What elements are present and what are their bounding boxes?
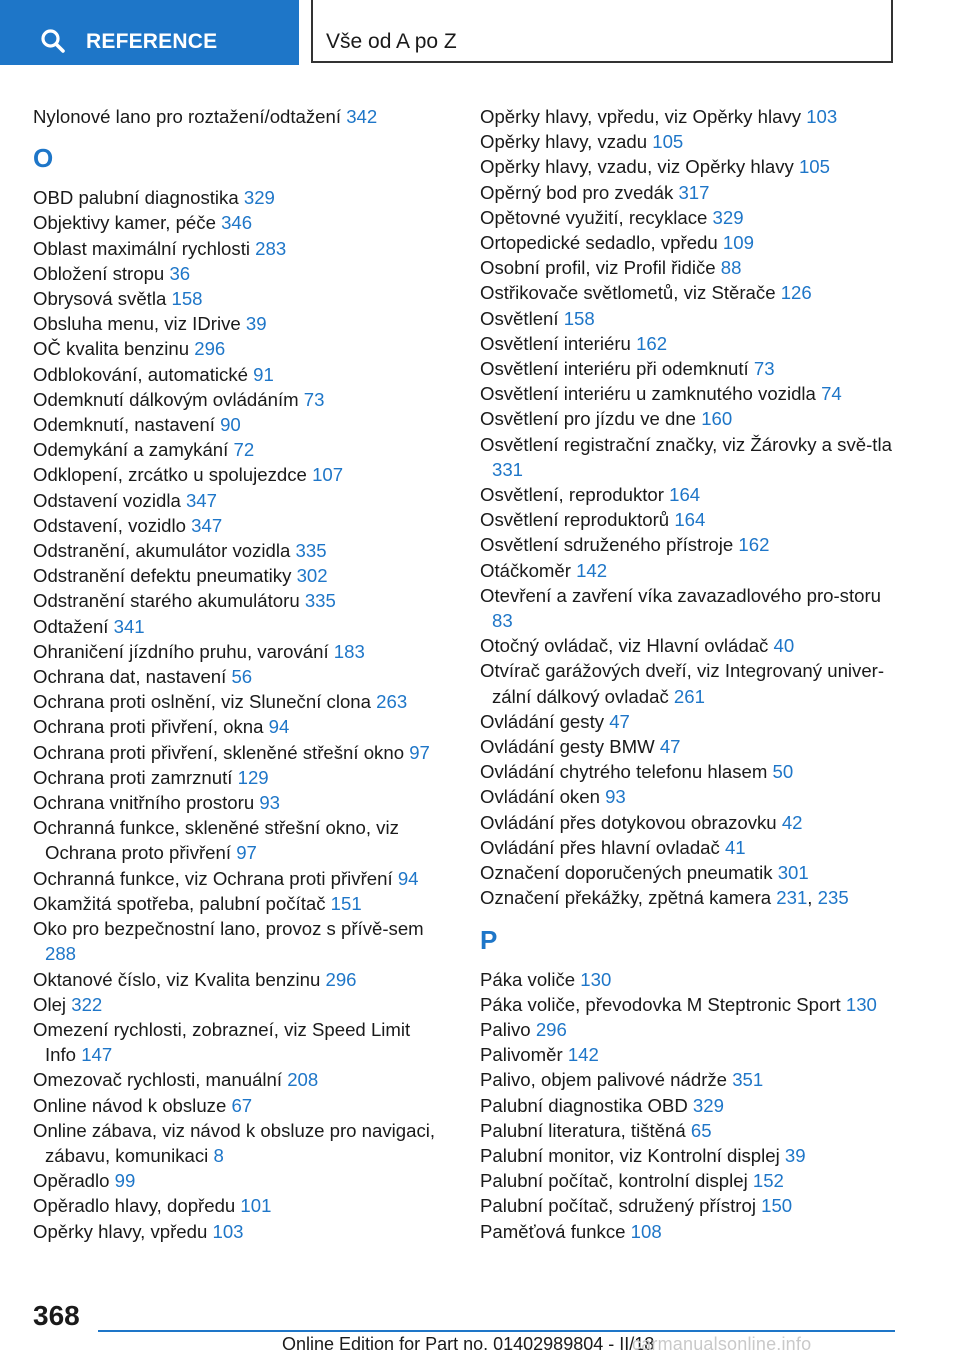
page-link[interactable]: 93 [605, 786, 626, 808]
index-entry [480, 406, 900, 431]
index-entry [480, 1042, 900, 1067]
index-entry [33, 210, 443, 235]
index-entry [33, 1193, 443, 1218]
page-link[interactable]: 162 [636, 332, 668, 354]
index-entry-text: Obsluha menu, viz IDrive [33, 313, 246, 335]
index-entry-text: Palubní monitor, viz Kontrolní displej [480, 1144, 785, 1166]
index-entry-text: Osvětlení, reproduktor [480, 484, 670, 506]
page-link[interactable]: 329 [243, 187, 275, 209]
reference-tab-label: REFERENCE [86, 30, 218, 53]
page-link[interactable]: 183 [333, 640, 365, 662]
index-entry [33, 1118, 443, 1168]
index-entry [33, 1168, 443, 1193]
index-entry [33, 639, 443, 664]
index-entry [480, 709, 900, 734]
index-entry-text: OČ kvalita benzinu [33, 338, 195, 360]
index-entry-text: Opěrky hlavy, vzadu, viz Opěrky hlavy [480, 156, 799, 178]
index-entry [33, 588, 443, 613]
index-entry [33, 664, 443, 689]
page-link[interactable]: 72 [233, 439, 255, 461]
index-entry-text: Ochrana proti zamrznutí [33, 766, 238, 788]
index-entry [33, 563, 443, 588]
index-entry-text: Objektivy kamer, péče [33, 212, 222, 234]
section-title: Vše od A po Z [326, 30, 457, 53]
index-entry [33, 916, 443, 966]
index-entry-text: Odstranění, akumulátor vozidla [33, 540, 296, 562]
page-link[interactable]: 97 [409, 741, 430, 763]
page-link[interactable]: 130 [845, 993, 877, 1015]
index-entry-text: Osobní profil, viz Profil řidiče [480, 257, 721, 279]
index-entry-text: Obrysová světla [33, 288, 172, 310]
index-entry [480, 104, 900, 129]
index-entry [33, 185, 443, 210]
search-icon [40, 28, 66, 54]
page-link[interactable]: 335 [304, 590, 336, 612]
index-entry [480, 583, 900, 633]
index-entry-text: Oko pro bezpečnostní lano, provoz s přívě‐sem [33, 918, 424, 940]
index-entry-text: Opěrky hlavy, vpředu [33, 1220, 213, 1242]
index-entry [480, 1067, 900, 1092]
index-entry [480, 992, 900, 1017]
index-entry [480, 1093, 900, 1118]
index-entry-text: Označení překážky, zpětná kamera [480, 887, 777, 909]
index-entry [480, 967, 900, 992]
page-link[interactable]: 130 [580, 968, 612, 990]
index-entry-text: Opěradlo hlavy, dopředu [33, 1195, 241, 1217]
index-entry [33, 1219, 443, 1244]
index-entry [33, 1017, 443, 1067]
index-entry-text: Osvětlení sdruženého přístroje [480, 534, 739, 556]
page-link[interactable]: 283 [255, 237, 287, 259]
index-entry-text: Osvětlení interiéru při odemknutí [480, 358, 754, 380]
index-entry-text: Oktanové číslo, viz Kvalita benzinu [33, 968, 326, 990]
index-column-right [480, 104, 900, 1244]
page-link[interactable]: 342 [346, 106, 378, 127]
page-link[interactable]: 162 [738, 534, 770, 556]
index-entry-text: Odstranění starého akumulátoru [33, 590, 305, 612]
page-link[interactable]: 158 [171, 288, 203, 310]
index-entry [33, 614, 443, 639]
index-entry [480, 810, 900, 835]
page-link[interactable]: 346 [221, 212, 253, 234]
page-link[interactable]: 47 [609, 710, 630, 732]
index-entry [33, 336, 443, 361]
index-entry-text: Omezovač rychlosti, manuální [33, 1069, 288, 1091]
page-link[interactable]: 90 [220, 414, 241, 436]
watermark: carmanualsonline.info [632, 1334, 812, 1354]
index-entry [480, 1193, 900, 1218]
page-link[interactable]: 103 [806, 106, 838, 127]
page-link[interactable]: 67 [231, 1094, 253, 1116]
index-entry [33, 104, 443, 129]
page-link[interactable]: 8 [213, 1144, 224, 1166]
index-entry-text: Opětovné využití, recyklace [480, 206, 713, 228]
index-entry-text: Odstranění defektu pneumatiky [33, 565, 297, 587]
index-entry-text: Odstavení vozidla [33, 489, 186, 511]
page-link[interactable]: 42 [781, 811, 803, 833]
page-link[interactable]: 347 [191, 514, 223, 536]
index-entry [480, 306, 900, 331]
index-entry-text: Palubní diagnostika OBD [480, 1094, 693, 1116]
index-entry-text: Odemykání a zamykání [33, 439, 234, 461]
index-entry [480, 255, 900, 280]
page-link[interactable]: 97 [236, 842, 257, 864]
index-entry [33, 236, 443, 261]
index-entry-text: Online návod k obsluze [33, 1094, 232, 1116]
index-entry [480, 633, 900, 658]
index-entry-text: Odemknutí dálkovým ovládáním [33, 388, 304, 410]
index-entry-text: Palubní počítač, kontrolní displej [480, 1170, 753, 1192]
page-link[interactable]: 351 [732, 1069, 764, 1091]
index-entry [33, 362, 443, 387]
index-entry-text: Ovládání chytrého telefonu hlasem [480, 761, 773, 783]
index-entry [33, 311, 443, 336]
page-link[interactable]: 74 [821, 383, 842, 405]
page-link[interactable]: 317 [678, 181, 710, 203]
index-entry-text: Páka voliče [480, 968, 581, 990]
index-entry-text: Palubní literatura, tištěná [480, 1119, 691, 1141]
index-entry-text: Ortopedické sedadlo, vpředu [480, 232, 723, 254]
page-link[interactable]: 150 [761, 1195, 793, 1217]
index-entry-text: Paměťová funkce [480, 1220, 631, 1242]
index-entry [480, 1168, 900, 1193]
section-title-box [311, 0, 893, 63]
index-entry-text: Otáčkoměr [480, 559, 577, 581]
page-link[interactable]: 73 [753, 358, 775, 380]
index-entry-text: Osvětlení registrační značky, viz Žárovky a svě‐tla [480, 433, 892, 455]
page-number: 368 [33, 1300, 80, 1331]
index-entry-text: Ochrana dat, nastavení [33, 666, 232, 688]
page-link[interactable]: 105 [798, 156, 830, 178]
page-link[interactable]: 103 [212, 1220, 244, 1242]
index-entry [33, 815, 443, 865]
page-link[interactable]: 296 [194, 338, 226, 360]
page-link[interactable]: 73 [303, 388, 325, 410]
index-entry [33, 714, 443, 739]
page-link[interactable]: 331 [492, 458, 524, 480]
page-link[interactable]: 56 [231, 666, 253, 688]
index-entry [480, 507, 900, 532]
index-entry [480, 280, 900, 305]
page-link[interactable]: 322 [71, 993, 103, 1015]
index-entry-text: Osvětlení [480, 307, 564, 329]
page-link[interactable]: 88 [720, 257, 742, 279]
index-entry [33, 538, 443, 563]
page-link[interactable]: 39 [784, 1144, 806, 1166]
index-entry-text: Otvírač garážových dveří, viz Integrovaný univer‐zální dálkový ovladač [480, 660, 885, 707]
index-entry [480, 356, 900, 381]
index-entry [33, 488, 443, 513]
footer-divider [98, 1330, 895, 1332]
index-entry [480, 658, 900, 708]
page-link[interactable]: 288 [45, 943, 77, 965]
index-entry [480, 860, 900, 885]
page-link[interactable]: 91 [253, 363, 274, 385]
index-entry [33, 1067, 443, 1092]
index-entry-text: Ovládání přes dotykovou obrazovku [480, 811, 782, 833]
page-link[interactable]: 301 [777, 862, 809, 884]
page-link[interactable]: 126 [780, 282, 812, 304]
index-entry [33, 765, 443, 790]
index-entry-text: Osvětlení interiéru u zamknutého vozidla [480, 383, 822, 405]
page-link[interactable]: 39 [245, 313, 267, 335]
index-entry [33, 286, 443, 311]
index-entry-text: OBD palubní diagnostika [33, 187, 244, 209]
index-entry [480, 532, 900, 557]
page-link[interactable]: 296 [325, 968, 357, 990]
index-entry [480, 1143, 900, 1168]
page-link[interactable]: 107 [312, 464, 344, 486]
reference-tab[interactable] [0, 0, 299, 65]
index-entry [33, 513, 443, 538]
index-entry [480, 1219, 900, 1244]
page-link[interactable]: 65 [690, 1119, 712, 1141]
index-entry-text: Ochrana proti přivření, okna [33, 716, 269, 738]
index-entry [33, 790, 443, 815]
index-entry-text: Ohraničení jízdního pruhu, varování [33, 640, 334, 662]
index-entry-text: Nylonové lano pro roztažení/odtažení [33, 106, 347, 127]
index-entry-text: Páka voliče, převodovka M Steptronic Sport [480, 993, 846, 1015]
index-entry-text: Obložení stropu [33, 262, 170, 284]
index-entry [480, 331, 900, 356]
page-link[interactable]: 94 [268, 716, 290, 738]
page-link[interactable]: 99 [114, 1170, 136, 1192]
index-entry [33, 740, 443, 765]
page-link[interactable]: 93 [259, 792, 281, 814]
index-entry-text: Ovládání přes hlavní ovladač [480, 836, 725, 858]
index-entry-text: Otočný ovládač, viz Hlavní ovládač [480, 635, 774, 657]
index-entry-text: Označení doporučených pneumatik [480, 862, 778, 884]
index-entry-text: Osvětlení pro jízdu ve dne [480, 408, 702, 430]
page-link[interactable]: 164 [669, 484, 701, 506]
page-link[interactable]: 208 [287, 1069, 319, 1091]
index-entry [33, 866, 443, 891]
index-entry-text: Palivoměr [480, 1044, 568, 1066]
index-entry-text: Palivo, objem palivové nádrže [480, 1069, 733, 1091]
index-entry-text: Online zábava, viz návod k obsluze pro navigaci, zábavu, komunikaci [33, 1119, 436, 1166]
page-link[interactable]: 40 [773, 635, 795, 657]
index-entry [480, 835, 900, 860]
index-entry-text: Osvětlení interiéru [480, 332, 637, 354]
page-link[interactable]: 50 [772, 761, 794, 783]
index-entry [480, 154, 900, 179]
index-entry [33, 992, 443, 1017]
index-entry-text: Oblast maximální rychlosti [33, 237, 256, 259]
index-entry-text: Ochranná funkce, skleněné střešní okno, viz Ochrana proto přivření [33, 817, 399, 864]
index-entry-text: Ovládání gesty BMW [480, 736, 660, 758]
index-entry [480, 558, 900, 583]
index-entry [480, 482, 900, 507]
page-link[interactable]: 94 [397, 867, 419, 889]
page-link[interactable]: 147 [81, 1044, 113, 1066]
index-entry-text: Opěrky hlavy, vpředu, viz Opěrky hlavy [480, 106, 807, 127]
index-entry [33, 462, 443, 487]
index-entry [33, 689, 443, 714]
page-link[interactable]: 164 [674, 509, 706, 531]
page-link[interactable]: 108 [630, 1220, 662, 1242]
page-link[interactable]: 101 [240, 1195, 272, 1217]
index-entry [33, 891, 443, 916]
index-entry [33, 387, 443, 412]
page-link[interactable]: 329 [692, 1094, 724, 1116]
index-entry [480, 885, 900, 910]
index-column-left [33, 104, 443, 1244]
index-entry [480, 432, 900, 482]
index-entry-text: Olej [33, 993, 72, 1015]
index-entry [33, 1093, 443, 1118]
index-entry [480, 784, 900, 809]
index-entry-text: Ochrana vnitřního prostoru [33, 792, 260, 814]
index-entry [480, 759, 900, 784]
index-entry-text: Ochranná funkce, viz Ochrana proti přivření [33, 867, 398, 889]
page-link[interactable]: 83 [492, 610, 513, 632]
index-entry [480, 381, 900, 406]
index-entry [33, 967, 443, 992]
index-entry-text: Odtažení [33, 615, 114, 637]
index-entry-text: Odemknutí, nastavení [33, 414, 221, 436]
page-link[interactable]: 261 [673, 685, 705, 707]
index-entry [480, 1118, 900, 1143]
page-link[interactable]: 142 [567, 1044, 599, 1066]
edition-text: Online Edition for Part no. 01402989804 - II/18 [282, 1334, 655, 1354]
index-entry [480, 1017, 900, 1042]
index-entry-text: Ovládání oken [480, 786, 606, 808]
index-letter-heading: O [33, 143, 54, 174]
index-entry-text: Odstavení, vozidlo [33, 514, 192, 536]
page-link[interactable]: 152 [752, 1170, 784, 1192]
index-entry-text: Opěrný bod pro zvedák [480, 181, 679, 203]
index-entry [33, 261, 443, 286]
page-link[interactable]: 105 [652, 131, 684, 153]
page-link[interactable]: 142 [576, 559, 608, 581]
page-link[interactable]: 341 [113, 615, 145, 637]
index-entry-text: Odblokování, automatické [33, 363, 254, 385]
page-link[interactable]: 329 [712, 206, 744, 228]
index-entry-text: Ostřikovače světlometů, viz Stěrače [480, 282, 781, 304]
page-link[interactable]: 47 [659, 736, 681, 758]
page-link[interactable]: 302 [296, 565, 328, 587]
page-link[interactable]: 231 [776, 887, 808, 909]
page-link[interactable]: 296 [535, 1018, 567, 1040]
index-entry [480, 129, 900, 154]
index-entry-text: Opěrky hlavy, vzadu [480, 131, 653, 153]
index-letter-heading: P [480, 924, 498, 955]
index-entry-text: Palivo [480, 1018, 536, 1040]
page-link[interactable]: 235 [817, 887, 849, 909]
page-link[interactable]: 160 [701, 408, 733, 430]
page-separator: , [807, 887, 818, 909]
index-entry [480, 734, 900, 759]
index-entry-text: Okamžitá spotřeba, palubní počítač [33, 892, 331, 914]
page-link[interactable]: 41 [724, 836, 746, 858]
index-entry [480, 230, 900, 255]
index-entry-text: Ovládání gesty [480, 710, 610, 732]
index-entry-text: Otevření a zavření víka zavazadlového pro‐storu [480, 584, 882, 606]
index-entry-text: Opěradlo [33, 1170, 115, 1192]
index-entry [480, 180, 900, 205]
page-link[interactable]: 263 [376, 691, 408, 713]
page-link[interactable]: 151 [330, 892, 362, 914]
index-entry-text: Omezení rychlosti, zobraznеí, viz Speed Limit Info [33, 1018, 411, 1066]
page-link[interactable]: 109 [722, 232, 754, 254]
index-entry [480, 205, 900, 230]
page-link[interactable]: 347 [185, 489, 217, 511]
index-entry [33, 437, 443, 462]
page-link[interactable]: 129 [237, 766, 269, 788]
index-entry-text: Odklopení, zrcátko u spolujezdce [33, 464, 313, 486]
page-link[interactable]: 335 [295, 540, 327, 562]
page-link[interactable]: 158 [563, 307, 595, 329]
index-entry-text: Ochrana proti oslnění, viz Sluneční clona [33, 691, 377, 713]
index-entry-text: Ochrana proti přivření, skleněné střešní okno [33, 741, 410, 763]
index-entry-text: Palubní počítač, sdružený přístroj [480, 1195, 762, 1217]
index-entry [33, 412, 443, 437]
index-entry-text: Osvětlení reproduktorů [480, 509, 675, 531]
page-link[interactable]: 36 [169, 262, 191, 284]
